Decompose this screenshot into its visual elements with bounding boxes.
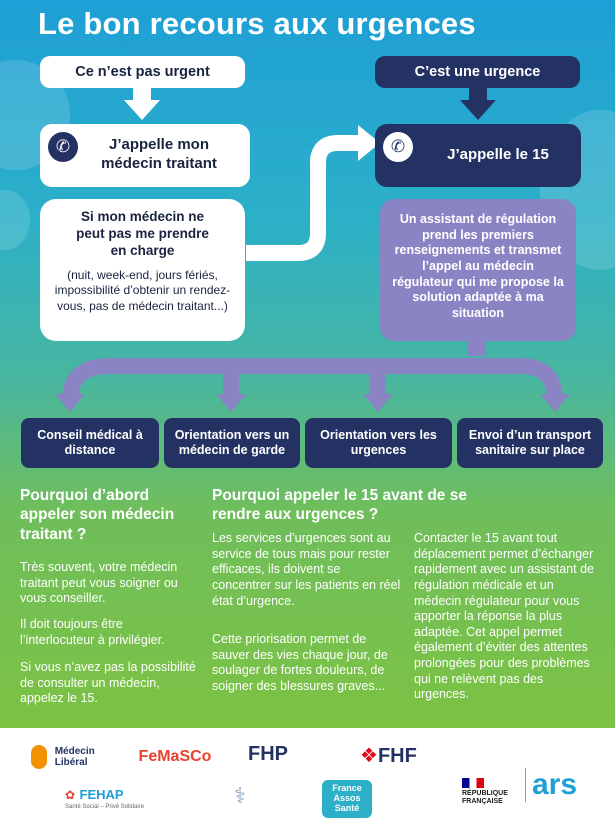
outcome-duty-doctor <box>164 418 300 468</box>
call-doctor-box <box>40 124 250 187</box>
arrow-down-icon <box>216 394 246 412</box>
section2-col2-paragraph: Contacter le 15 avant tout déplacement permet d’échanger rapidement avec un assistant de régulation médicale et un médecin régulateur pour vous apporter la réponse la plus adaptée. Cet appel permet également d’éviter des attentes prolongées pour des problèmes qui ne relèvent pas des urgences. <box>414 531 594 702</box>
logo-fhp <box>248 743 328 766</box>
section1-paragraph: Si vous n’avez pas la possibilité de consulter un médecin, appelez le 15. <box>20 660 196 706</box>
logo-republique-francaise <box>462 778 517 805</box>
outcome-ambulance <box>457 418 603 468</box>
connector-arrow <box>240 125 380 265</box>
section1-paragraph: Il doit toujours être l’interlocuteur à privilégier. <box>20 617 165 647</box>
logo-fehap <box>65 786 165 810</box>
logo-fhf-mark: ❖ <box>360 745 378 767</box>
if-doctor-unavailable-box <box>40 199 245 341</box>
footer-logos <box>0 728 615 825</box>
section2-heading: Pourquoi appeler le 15 avant de se rendre aux urgences ? <box>212 487 467 524</box>
section1-paragraph: Très souvent, votre médecin traitant peut vous soigner ou vous conseiller. <box>20 560 178 606</box>
marianne-flag <box>462 778 484 788</box>
logo-medecin-liberal-mark <box>31 745 47 769</box>
outcome-label: Orientation vers un médecin de garde <box>174 428 290 457</box>
logo-ars-text: ars <box>532 768 578 801</box>
logo-fehap-mark: ✿ <box>65 788 76 802</box>
call-15-box <box>375 124 581 187</box>
logo-france-assos-text: France Assos Santé <box>332 783 362 813</box>
outcome-remote-advice <box>21 418 159 468</box>
logo-medecin-liberal <box>28 745 108 769</box>
logo-fehap-text: FEHAP <box>79 787 124 802</box>
section2-col1-paragraph: Cette priorisation permet de sauver des vies chaque jour, de soulager de fortes douleurs, de soigner des blessures graves... <box>212 632 388 693</box>
branch-curve <box>70 366 555 400</box>
logo-fhp-text: FHP <box>248 743 288 765</box>
assistant-box <box>380 199 576 341</box>
arrow-down-icon <box>540 394 570 412</box>
not-urgent-header <box>40 56 245 88</box>
call-doctor-label: J’appelle mon médecin traitant <box>101 136 217 172</box>
arrow-down-icon <box>124 100 160 120</box>
section2-col1-paragraph: Les services d’urgences sont au service de tous mais pour rester efficaces, ils doivent se concentrer sur les patients en réel état d’urgence. <box>212 531 401 608</box>
logo-france-assos-sante <box>322 780 372 818</box>
logo-fhf <box>360 743 430 768</box>
section1-heading: Pourquoi d’abord appeler son médecin traitant ? <box>20 487 175 543</box>
phone-icon: ✆ <box>383 132 413 162</box>
branch-arrows <box>0 334 615 424</box>
outcome-label: Orientation vers les urgences <box>320 428 437 457</box>
logo-fehap-subtitle: Santé Social – Privé Solidaire <box>65 804 145 810</box>
arrow-down-icon <box>55 394 85 412</box>
logo-caduceus: ⚕ <box>234 783 246 808</box>
if-doctor-unavailable-title: Si mon médecin ne peut pas me prendre en charge <box>76 209 209 258</box>
decor-circle <box>0 190 30 250</box>
logo-femasco-text: FeMaSCo <box>138 748 212 765</box>
call-15-label: J’appelle le 15 <box>447 146 549 163</box>
if-doctor-unavailable-detail: (nuit, week-end, jours fériés, impossibilité d’obtenir un rendez-vous, pas de médecin traitant...) <box>54 267 231 313</box>
urgent-header <box>375 56 580 88</box>
outcome-emergency-room <box>305 418 452 468</box>
connector-path <box>246 143 362 253</box>
logo-medecin-liberal-text: Médecin Libéral <box>54 746 95 768</box>
logo-ars <box>525 768 602 802</box>
logo-femasco <box>125 748 225 766</box>
branch-stem <box>468 334 486 356</box>
urgent-label: C’est une urgence <box>414 64 541 80</box>
arrow-down-icon <box>460 100 496 120</box>
logo-republique-text: RÉPUBLIQUE FRANÇAISE <box>462 790 508 805</box>
logo-fhf-text: FHF <box>377 745 417 767</box>
assistant-text: Un assistant de régulation prend les premiers renseignements et transmet l’appel au médecin régulateur qui me propose la solution adaptée à ma situation <box>392 212 564 320</box>
page-title: Le bon recours aux urgences <box>38 6 476 41</box>
not-urgent-label: Ce n’est pas urgent <box>75 64 210 80</box>
outcome-label: Conseil médical à distance <box>37 428 143 457</box>
phone-icon: ✆ <box>48 132 78 162</box>
arrow-down-icon <box>363 394 393 412</box>
outcome-label: Envoi d’un transport sanitaire sur place <box>468 428 592 457</box>
